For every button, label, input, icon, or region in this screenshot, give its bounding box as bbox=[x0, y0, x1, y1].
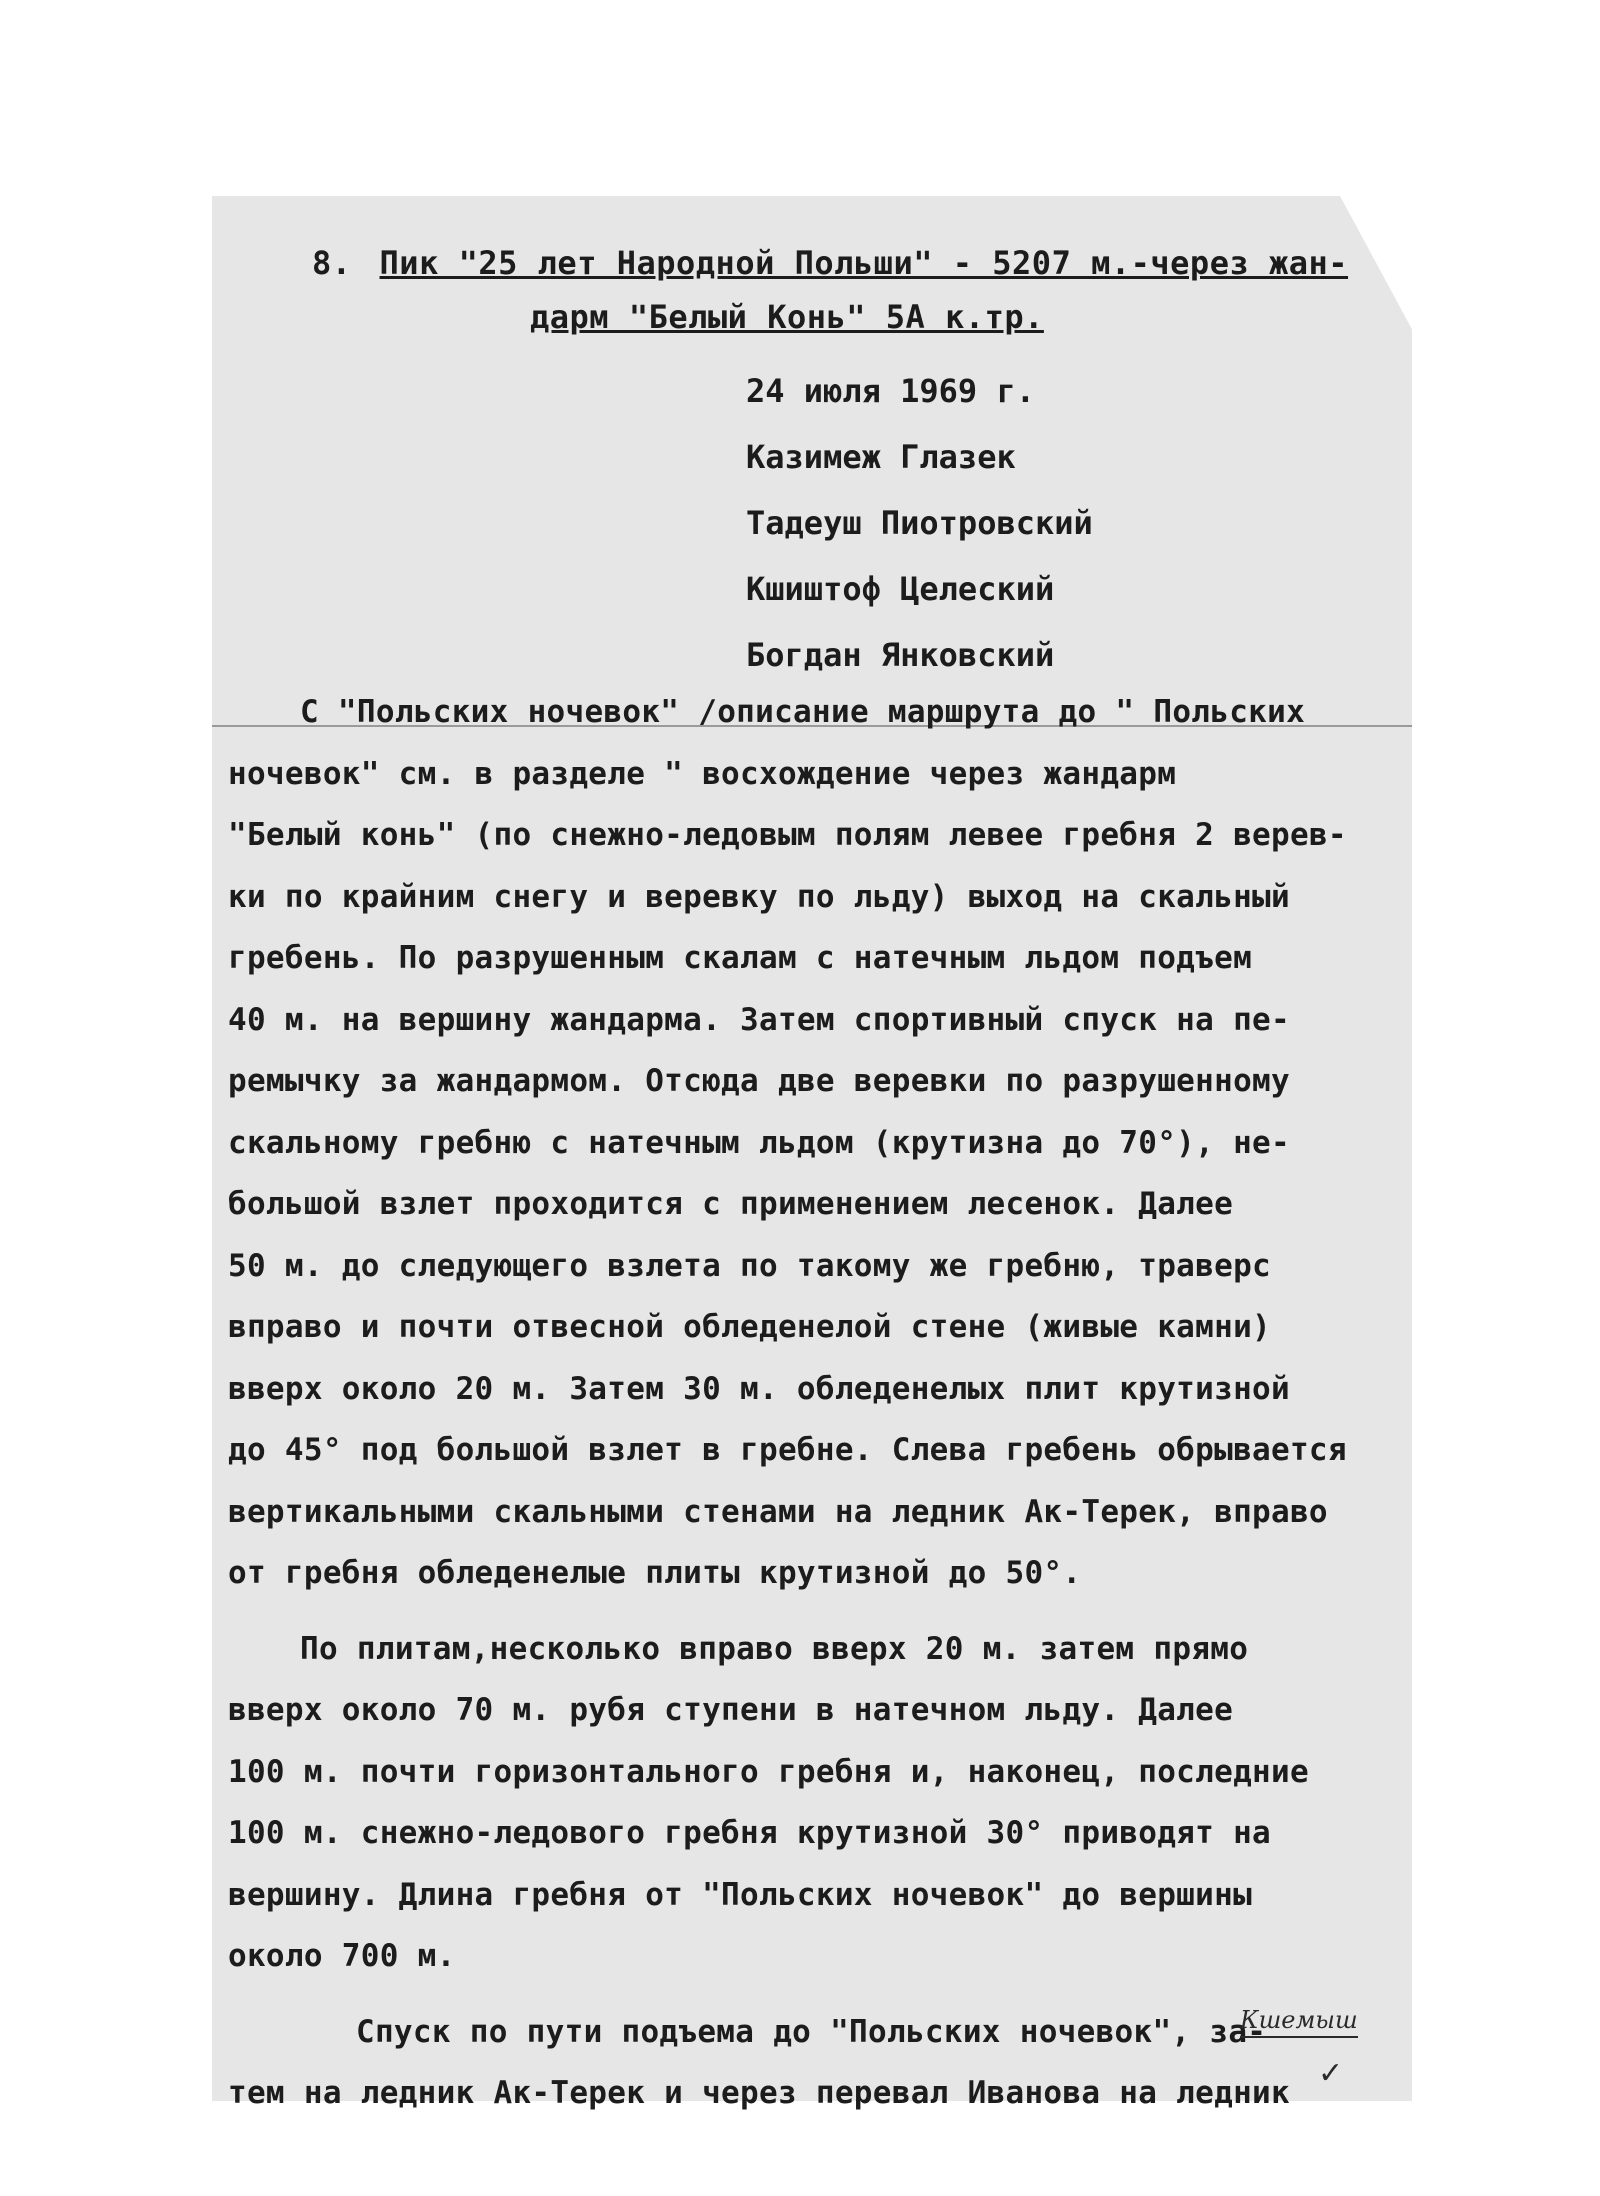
member-name: Богдан Янковский bbox=[746, 636, 1055, 674]
text-line: большой взлет проходится с применением лесенок. Далее bbox=[228, 1186, 1234, 1222]
text-line: вправо и почти отвесной обледенелой стене (живые камни) bbox=[228, 1309, 1271, 1345]
ascent-date: 24 июля 1969 г. bbox=[746, 372, 1035, 410]
text-line: Спуск по пути подъема до "Польских ночевок", за- bbox=[356, 2013, 1267, 2050]
member-name: Тадеуш Пиотровский bbox=[746, 504, 1093, 542]
text-line: ки по крайним снегу и веревку по льду) выход на скальный bbox=[228, 878, 1290, 915]
text-line: 40 м. на вершину жандарма. Затем спортивный спуск на пе- bbox=[228, 1001, 1290, 1038]
text-line: С "Польских ночевок" /описание маршрута до " Польских bbox=[300, 694, 1306, 730]
text-line: до 45° под большой взлет в гребне. Слева гребень обрывается bbox=[228, 1432, 1347, 1468]
member-name: Казимеж Глазек bbox=[746, 438, 1016, 476]
section-number: 8. bbox=[312, 244, 352, 282]
text-line: ночевок" см. в разделе " восхождение через жандарм bbox=[228, 755, 1177, 792]
heading-line-1: Пик "25 лет Народной Польши" - 5207 м.-через жан- bbox=[379, 244, 1349, 282]
section-heading bbox=[312, 236, 1362, 344]
text-line: тем на ледник Ак-Терек и через перевал Иванова на ледник bbox=[228, 2075, 1290, 2111]
text-line: гребень. По разрушенным скалам с натечным льдом подъем bbox=[228, 940, 1253, 976]
text-line: вертикальными скальными стенами на ледник Ак-Терек, вправо bbox=[228, 1493, 1328, 1530]
handwritten-note: Кшемыш bbox=[1240, 2006, 1358, 2038]
text-line: "Белый конь" (по снежно-ледовым полям левее гребня 2 верев- bbox=[228, 817, 1347, 853]
ascent-meta bbox=[746, 358, 1093, 688]
heading-line-2: дарм "Белый Конь" 5А к.тр. bbox=[530, 298, 1044, 336]
text-line: от гребня обледенелые плиты крутизной до 50°. bbox=[228, 1555, 1082, 1591]
text-line: ремычку за жандармом. Отсюда две веревки по разрушенному bbox=[228, 1063, 1290, 1099]
text-line: скальному гребню с натечным льдом (крутизна до 70°), не- bbox=[228, 1124, 1290, 1161]
text-line: 100 м. почти горизонтального гребня и, наконец, последние bbox=[228, 1753, 1309, 1790]
text-line: около 700 м. bbox=[228, 1938, 456, 1974]
text-line: 100 м. снежно-ледового гребня крутизной 30° приводят на bbox=[228, 1815, 1271, 1851]
text-line: вверх около 70 м. рубя ступени в натечном льду. Далее bbox=[228, 1692, 1234, 1728]
text-line: 50 м. до следующего взлета по такому же гребню, траверс bbox=[228, 1247, 1271, 1284]
text-line: вверх около 20 м. Затем 30 м. обледенелых плит крутизной bbox=[228, 1370, 1290, 1407]
text-line: По плитам,несколько вправо вверх 20 м. затем прямо bbox=[300, 1630, 1249, 1667]
member-name: Кшиштоф Целеский bbox=[746, 570, 1055, 608]
text-line: вершину. Длина гребня от "Польских ночевок" до вершины bbox=[228, 1876, 1253, 1913]
route-description bbox=[228, 682, 1388, 2125]
check-mark-icon: ✓ bbox=[1318, 2056, 1344, 2091]
